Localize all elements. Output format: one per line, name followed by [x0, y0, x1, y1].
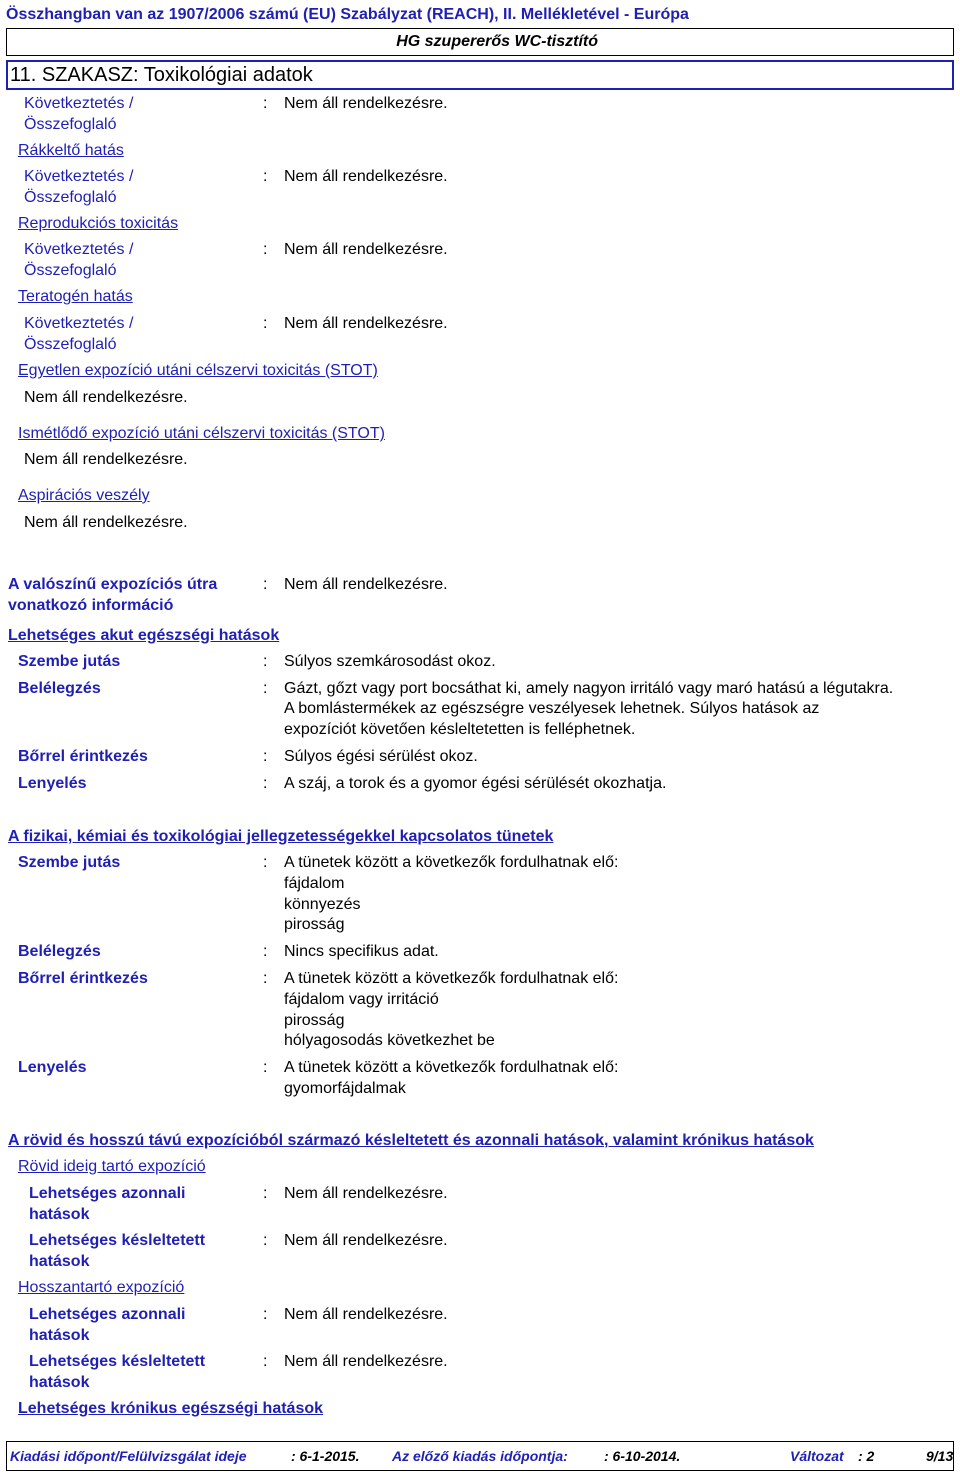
- immediate-effects-value: Nem áll rendelkezésre.: [284, 1185, 448, 1202]
- colon: :: [263, 241, 268, 258]
- skin-contact-label: Bőrrel érintkezés: [18, 970, 148, 987]
- aspiration-value: Nem áll rendelkezésre.: [24, 514, 188, 531]
- exposure-route-label: vonatkozó információ: [8, 597, 174, 614]
- conclusion-value: Nem áll rendelkezésre.: [284, 95, 448, 112]
- conclusion-label: Következtetés /: [24, 168, 134, 185]
- immediate-effects-label: Lehetséges azonnali: [29, 1306, 186, 1323]
- symptoms-heading: A fizikai, kémiai és toxikológiai jellegzetességekkel kapcsolatos tünetek: [8, 828, 554, 845]
- short-exposure-heading: Rövid ideig tartó expozíció: [18, 1158, 206, 1175]
- delayed-effects-value: Nem áll rendelkezésre.: [284, 1232, 448, 1249]
- ingestion-label: Lenyelés: [18, 1059, 87, 1076]
- inhalation-value: A bomlástermékek az egészségre veszélyesek lehetnek. Súlyos hatások az: [284, 700, 820, 717]
- previous-date-value: : 6-10-2014.: [604, 1448, 681, 1464]
- colon: :: [263, 854, 268, 871]
- immediate-effects-label: hatások: [29, 1206, 90, 1223]
- exposure-route-value: Nem áll rendelkezésre.: [284, 576, 448, 593]
- conclusion-label: Következtetés /: [24, 315, 134, 332]
- inhalation-value: expozíciót követően késleltetetten is felléphetnek.: [284, 721, 636, 738]
- colon: :: [263, 168, 268, 185]
- acute-effects-heading: Lehetséges akut egészségi hatások: [8, 627, 280, 644]
- issue-date-value: : 6-1-2015.: [291, 1448, 360, 1464]
- eye-contact-value: Súlyos szemkárosodást okoz.: [284, 653, 496, 670]
- version-value: : 2: [858, 1448, 875, 1464]
- stot-single-value: Nem áll rendelkezésre.: [24, 389, 188, 406]
- conclusion-label: Összefoglaló: [24, 262, 117, 279]
- symptom-item: könnyezés: [284, 896, 361, 913]
- stot-repeated-value: Nem áll rendelkezésre.: [24, 451, 188, 468]
- conclusion-label: Összefoglaló: [24, 189, 117, 206]
- reproductive-heading: Reprodukciós toxicitás: [18, 215, 179, 232]
- symptom-item: fájdalom: [284, 875, 345, 892]
- colon: :: [263, 653, 268, 670]
- issue-date-label: Kiadási időpont/Felülvizsgálat ideje: [10, 1448, 247, 1464]
- colon: :: [263, 315, 268, 332]
- conclusion-label: Összefoglaló: [24, 116, 117, 133]
- colon: :: [263, 775, 268, 792]
- immediate-effects-label: hatások: [29, 1327, 90, 1344]
- delayed-effects-label: Lehetséges késleltetett: [29, 1353, 206, 1370]
- conclusion-label: Összefoglaló: [24, 336, 117, 353]
- ingestion-label: Lenyelés: [18, 775, 87, 792]
- conclusion-value: Nem áll rendelkezésre.: [284, 168, 448, 185]
- symptom-item: fájdalom vagy irritáció: [284, 991, 439, 1008]
- document-header-title: Összhangban van az 1907/2006 számú (EU) Szabályzat (REACH), II. Mellékletével - Európa: [6, 6, 689, 23]
- section-title: 11. SZAKASZ: Toxikológiai adatok: [10, 64, 313, 86]
- colon: :: [263, 1185, 268, 1202]
- eye-contact-label: Szembe jutás: [18, 854, 121, 871]
- colon: :: [263, 95, 268, 112]
- symptoms-intro: A tünetek között a következők fordulhatnak elő:: [284, 1059, 619, 1076]
- colon: :: [263, 748, 268, 765]
- delayed-effects-label: hatások: [29, 1253, 90, 1270]
- symptom-item: pirosság: [284, 916, 345, 933]
- colon: :: [263, 1306, 268, 1323]
- stot-single-heading: Egyetlen expozíció utáni célszervi toxicitás (STOT): [18, 362, 378, 379]
- product-name: HG szupererős WC-tisztító: [396, 33, 598, 50]
- conclusion-value: Nem áll rendelkezésre.: [284, 315, 448, 332]
- version-label: Változat: [790, 1448, 844, 1464]
- symptoms-intro: A tünetek között a következők fordulhatnak elő:: [284, 854, 619, 871]
- immediate-effects-value: Nem áll rendelkezésre.: [284, 1306, 448, 1323]
- ingestion-value: A száj, a torok és a gyomor égési sérülését okozhatja.: [284, 775, 667, 792]
- conclusion-label: Következtetés /: [24, 241, 134, 258]
- colon: :: [263, 1232, 268, 1249]
- long-exposure-heading: Hosszantartó expozíció: [18, 1279, 185, 1296]
- inhalation-label: Belélegzés: [18, 680, 101, 697]
- colon: :: [263, 943, 268, 960]
- skin-contact-label: Bőrrel érintkezés: [18, 748, 148, 765]
- symptom-item: pirosság: [284, 1012, 345, 1029]
- symptom-item: gyomorfájdalmak: [284, 1080, 406, 1097]
- conclusion-value: Nem áll rendelkezésre.: [284, 241, 448, 258]
- delayed-effects-heading: A rövid és hosszú távú expozícióból származó késleltetett és azonnali hatások, valamint krónikus hatások: [8, 1132, 814, 1149]
- immediate-effects-label: Lehetséges azonnali: [29, 1185, 186, 1202]
- chronic-effects-heading: Lehetséges krónikus egészségi hatások: [18, 1400, 324, 1417]
- delayed-effects-label: hatások: [29, 1374, 90, 1391]
- delayed-effects-value: Nem áll rendelkezésre.: [284, 1353, 448, 1370]
- symptoms-intro: A tünetek között a következők fordulhatnak elő:: [284, 970, 619, 987]
- exposure-route-label: A valószínű expozíciós útra: [8, 576, 218, 593]
- aspiration-heading: Aspirációs veszély: [18, 487, 150, 504]
- colon: :: [263, 1353, 268, 1370]
- colon: :: [263, 970, 268, 987]
- symptom-item: hólyagosodás következhet be: [284, 1032, 495, 1049]
- conclusion-label: Következtetés /: [24, 95, 134, 112]
- inhalation-label: Belélegzés: [18, 943, 101, 960]
- carcinogenic-heading: Rákkeltő hatás: [18, 142, 124, 159]
- teratogenic-heading: Teratogén hatás: [18, 288, 133, 305]
- stot-repeated-heading: Ismétlődő expozíció utáni célszervi toxicitás (STOT): [18, 425, 385, 442]
- colon: :: [263, 680, 268, 697]
- inhalation-value: Nincs specifikus adat.: [284, 943, 439, 960]
- colon: :: [263, 1059, 268, 1076]
- skin-contact-value: Súlyos égési sérülést okoz.: [284, 748, 478, 765]
- eye-contact-label: Szembe jutás: [18, 653, 121, 670]
- delayed-effects-label: Lehetséges késleltetett: [29, 1232, 206, 1249]
- inhalation-value: Gázt, gőzt vagy port bocsáthat ki, amely nagyon irritáló vagy maró hatású a légutakra.: [284, 680, 894, 697]
- colon: :: [263, 576, 268, 593]
- previous-date-label: Az előző kiadás időpontja:: [392, 1448, 568, 1464]
- page-number: 9/13: [926, 1448, 954, 1464]
